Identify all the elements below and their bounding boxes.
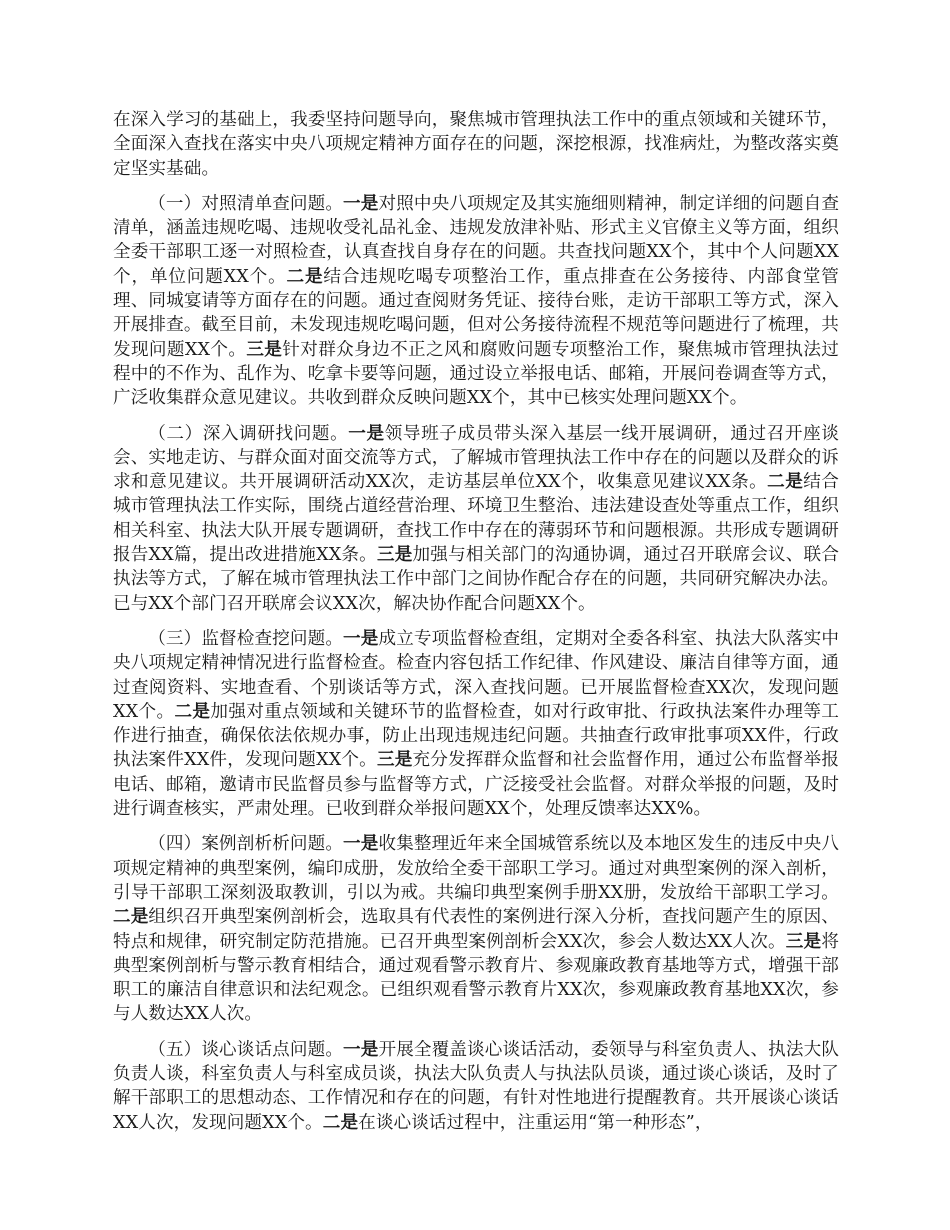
paragraph-text: 在谈心谈话过程中，注重运用“第一种形态”， <box>358 1112 713 1133</box>
emphasis-marker: 一是 <box>348 422 385 444</box>
emphasis-marker: 二是 <box>286 265 324 287</box>
paragraph-section-4 <box>113 832 839 1026</box>
emphasis-marker: 二是 <box>322 1111 359 1133</box>
emphasis-marker: 一是 <box>343 192 379 214</box>
emphasis-marker: 三是 <box>376 544 413 566</box>
paragraph-text: 将典型案例剖析与警示教育相结合，通过观看警示教育片、参观廉政教育基地等方式，增强干部职工的廉洁自律意识和法纪观念。已组织观看警示教育片XX次，参观廉政教育基地XX次，参与人数达XX人次。 <box>113 931 840 1025</box>
emphasis-marker: 二是 <box>174 700 211 722</box>
document-body <box>113 108 839 1135</box>
emphasis-marker: 二是 <box>767 471 804 493</box>
paragraph-section-5 <box>113 1038 839 1135</box>
emphasis-marker: 一是 <box>343 1038 379 1060</box>
paragraph-text: 加强与相关部门的沟通协调，通过召开联席会议、联合执法等方式，了解在城市管理执法工作中部门之间协作配合存在的问题，共同研究解决办法。已与XX个部门召开联席会议XX次，解决协作配合问题XX个。 <box>113 545 840 614</box>
paragraph-text: 结合城市管理执法工作实际，围绕占道经营治理、环境卫生整治、违法建设查处等重点工作，组织相关科室、执法大队开展专题调研，查找工作中存在的薄弱环节和问题根源。共形成专题调研报告XX篇，提出改进措施XX条。 <box>113 472 840 566</box>
paragraph-text: 领导班子成员带头深入基层一线开展调研，通过召开座谈会、实地走访、与群众面对面交流等方式，了解城市管理执法工作中存在的问题以及群众的诉求和意见建议。共开展调研活动XX次，走访基层单位XX个，收集意见建议XX条。 <box>113 423 839 493</box>
emphasis-marker: 三是 <box>246 338 283 360</box>
paragraph-section-1 <box>113 192 839 411</box>
paragraph-text: （四）案例剖析析问题。 <box>148 834 344 855</box>
emphasis-marker: 一是 <box>343 833 379 855</box>
paragraph-text: 充分发挥群众监督和社会监督作用，通过公布监督举报电话、邮箱，邀请市民监督员参与监督等方式，广泛接受社会监督。对群众举报的问题，及时进行调查核实，严肃处理。已收到群众举报问题XX个，处理反馈率达XX%。 <box>113 750 840 820</box>
paragraph-text: 组织召开典型案例剖析会，选取具有代表性的案例进行深入分析，查找问题产生的原因、特点和规律，研究制定防范措施。已召开典型案例剖析会XX次，参会人数达XX人次。 <box>113 907 840 952</box>
paragraph-text: （三）监督检查挖问题。 <box>148 628 344 649</box>
paragraph-text: 在深入学习的基础上，我委坚持问题导向，聚焦城市管理执法工作中的重点领域和关键环节，全面深入查找在落实中央八项规定精神方面存在的问题，深挖根源，找准病灶，为整改落实奠定坚实基础。 <box>113 110 839 179</box>
paragraph-text: 对照中央八项规定及其实施细则精神，制定详细的问题自查清单，涵盖违规吃喝、违规收受礼品礼金、违规发放津补贴、形式主义官僚主义等方面，组织全委干部职工逐一对照检查，认真查找自身存在的问题。共查找问题XX个，其中个人问题XX个，单位问题XX个。 <box>113 193 840 287</box>
emphasis-marker: 三是 <box>785 930 822 952</box>
paragraph-text: 收集整理近年来全国城管系统以及本地区发生的违反中央八项规定精神的典型案例，编印成册，发放给全委干部职工学习。通过对典型案例的深入剖析，引导干部职工深刻汲取教训，引以为戒。共编印典型案例手册XX册，发放给干部职工学习。 <box>113 834 840 903</box>
emphasis-marker: 二是 <box>113 906 149 928</box>
paragraph-intro <box>113 108 839 181</box>
paragraph-section-2 <box>113 422 839 616</box>
paragraph-text: （五）谈心谈话点问题。 <box>148 1039 344 1060</box>
paragraph-text: （二）深入调研找问题。 <box>148 423 349 444</box>
paragraph-text: 开展全覆盖谈心谈话活动，委领导与科室负责人、执法大队负责人谈，科室负责人与科室成员谈，执法大队负责人与执法队员谈，通过谈心谈话，及时了解干部职工的思想动态、工作情况和存在的问题，有针对性地进行提醒教育。共开展谈心谈话XX人次，发现问题XX个。 <box>113 1039 840 1133</box>
paragraph-text: 针对群众身边不正之风和腐败问题专项整治工作，聚焦城市管理执法过程中的不作为、乱作为、吃拿卡要等问题，通过设立举报电话、邮箱，开展问卷调查等方式，广泛收集群众意见建议。共收到群众反映问题XX个，其中已核实处理问题XX个。 <box>113 339 839 409</box>
paragraph-text: 成立专项监督检查组，定期对全委各科室、执法大队落实中央八项规定精神情况进行监督检查。检查内容包括工作纪律、作风建设、廉洁自律等方面，通过查阅资料、实地查看、个别谈话等方式，深入查找问题。已开展监督检查XX次，发现问题XX个。 <box>113 628 840 722</box>
emphasis-marker: 三是 <box>376 749 413 771</box>
paragraph-text: 结合违规吃喝专项整治工作，重点排查在公务接待、内部食堂管理、同城宴请等方面存在的问题。通过查阅财务凭证、接待台账，走访干部职工等方式，深入开展排查。截至目前，未发现违规吃喝问题，但对公务接待流程不规范等问题进行了梳理，共发现问题XX个。 <box>113 266 839 360</box>
paragraph-text: 加强对重点领域和关键环节的监督检查，如对行政审批、行政执法案件办理等工作进行抽查，确保依法依规办事，防止出现违规违纪问题。共抽查行政审批事项XX件，行政执法案件XX件，发现问题XX个。 <box>113 701 839 771</box>
paragraph-section-3 <box>113 627 839 821</box>
emphasis-marker: 一是 <box>343 627 379 649</box>
paragraph-text: （一）对照清单查问题。 <box>148 193 344 214</box>
